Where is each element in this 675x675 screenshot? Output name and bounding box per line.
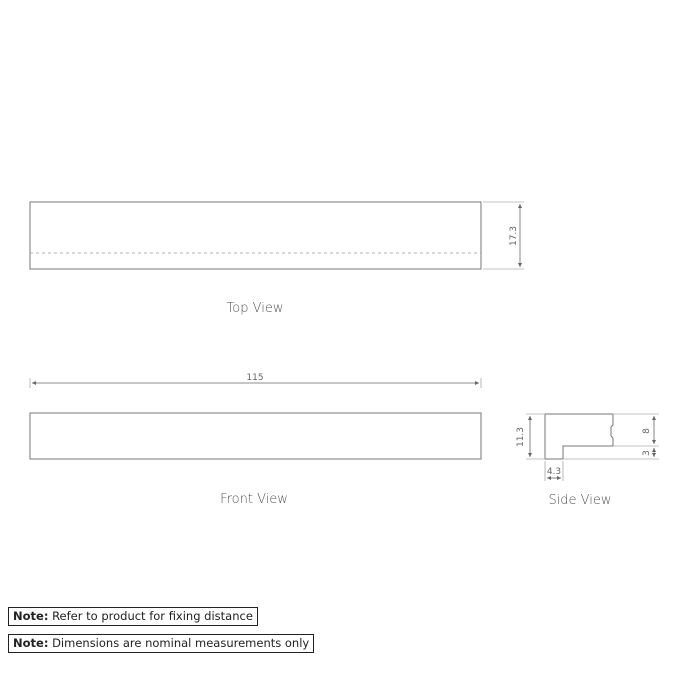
top-view xyxy=(30,202,524,316)
note-nominal-measurements xyxy=(8,634,314,653)
top-view-outline xyxy=(30,202,481,269)
side-view-lower-dimension: 3 xyxy=(642,450,652,456)
side-view-width-dimension: 4.3 xyxy=(546,467,562,477)
side-view-height-dimension: 11.3 xyxy=(516,426,526,448)
side-view-upper-dimension: 8 xyxy=(642,428,652,434)
front-view xyxy=(30,373,481,507)
top-view-label: Top View xyxy=(226,301,284,316)
note-prefix: Note: xyxy=(13,636,49,650)
top-view-dimension: 17.3 xyxy=(509,225,519,247)
note-text: Refer to product for fixing distance xyxy=(52,609,253,623)
note-prefix: Note: xyxy=(13,609,49,623)
side-view xyxy=(516,414,659,508)
note-text: Dimensions are nominal measurements only xyxy=(52,636,310,650)
side-view-label: Side View xyxy=(548,493,612,508)
note-fixing-distance xyxy=(8,607,258,626)
front-view-outline xyxy=(30,413,481,459)
front-view-label: Front View xyxy=(220,492,288,507)
side-view-profile xyxy=(545,414,613,459)
front-view-dimension: 115 xyxy=(246,373,264,383)
